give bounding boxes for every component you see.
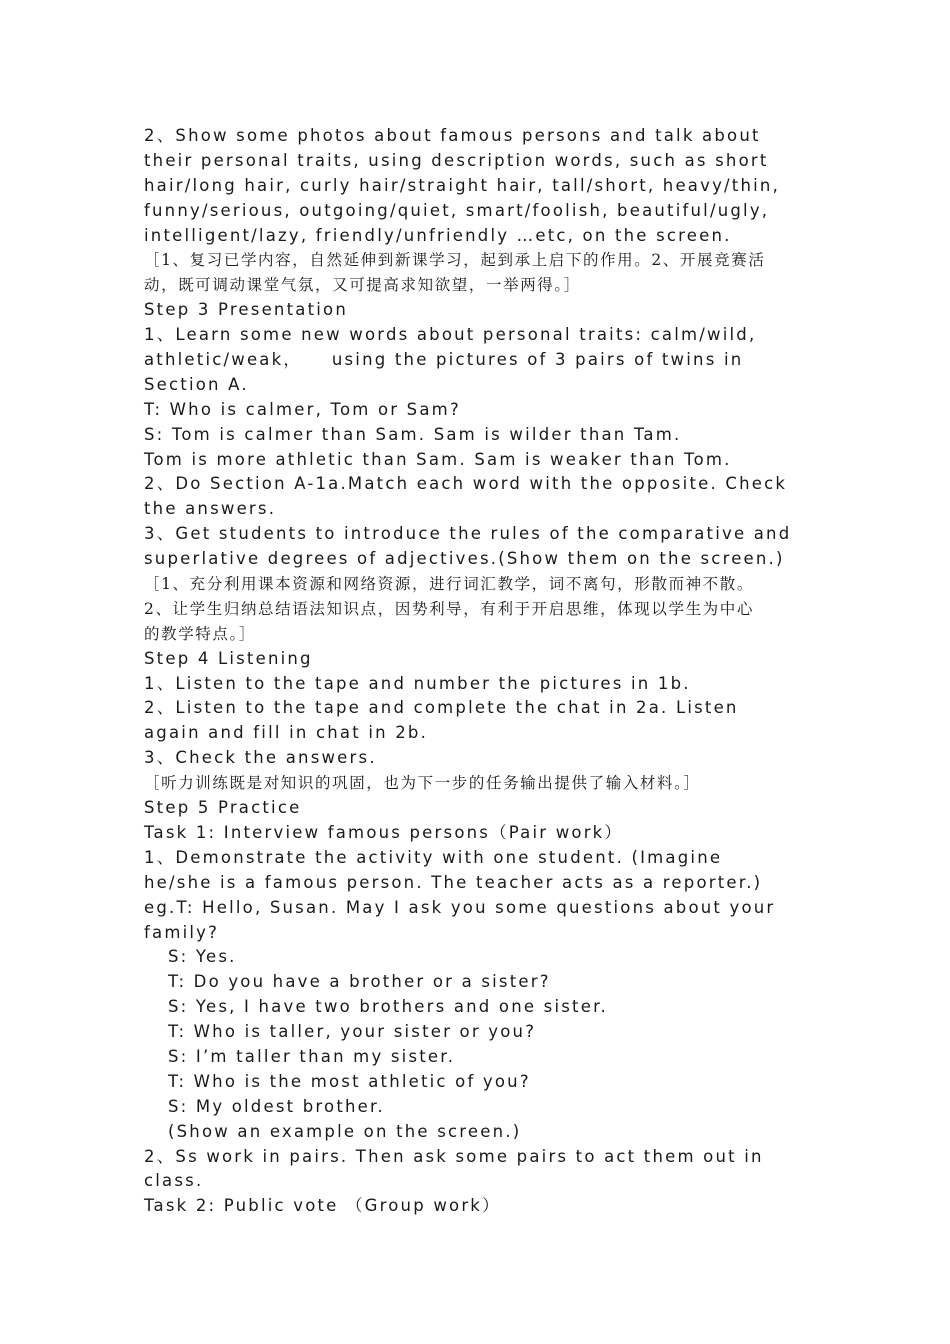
dialogue-line: T: Who is taller, your sister or you? (168, 1022, 537, 1042)
text-line: funny/serious, outgoing/quiet, smart/foolish, beautiful/ugly, (144, 200, 770, 220)
text-line: their personal traits, using description words, such as short (144, 150, 769, 170)
task-heading: Task 2: Public vote （Group work） (144, 1196, 501, 1216)
text-line: 1、Listen to the tape and number the pictures in 1b. (144, 673, 691, 693)
text-line: class. (144, 1171, 204, 1191)
text-line: family? (144, 922, 220, 942)
teaching-note-line: 的教学特点。］ (144, 624, 256, 643)
text-line: 3、Check the answers. (144, 748, 377, 768)
text-line: the answers. (144, 499, 277, 519)
text-line: (Show an example on the screen.) (168, 1121, 522, 1141)
teaching-note-line: 动，既可调动课堂气氛，又可提高求知欲望，一举两得。］ (144, 276, 581, 295)
text-line: he/she is a famous person. The teacher acts as a reporter.) (144, 872, 763, 892)
document-page (144, 124, 824, 1219)
dialogue-line: S: My oldest brother. (168, 1096, 385, 1116)
teaching-note-line: ［1、复习已学内容，自然延伸到新课学习，起到承上启下的作用。2、开展竞赛活 (144, 251, 766, 270)
teaching-note-line: 2、让学生归纳总结语法知识点，因势利导，有利于开启思维，体现以学生为中心 (144, 599, 754, 618)
text-line: 2、Ss work in pairs. Then ask some pairs to act them out in (144, 1146, 764, 1166)
text-line: Section A. (144, 374, 249, 394)
dialogue-line: S: I’m taller than my sister. (168, 1046, 456, 1066)
text-line: eg.T: Hello, Susan. May I ask you some questions about your (144, 897, 776, 917)
teaching-note-line: ［1、充分利用课本资源和网络资源，进行词汇教学，词不离句，形散而神不散。 (144, 575, 754, 594)
dialogue-line: T: Do you have a brother or a sister? (168, 972, 551, 992)
text-line: athletic/weak， using the pictures of 3 pairs of twins in (144, 350, 744, 370)
text-line: hair/long hair, curly hair/straight hair, tall/short, heavy/thin, (144, 175, 781, 195)
step-heading: Step 5 Practice (144, 798, 302, 818)
teaching-note-line: ［听力训练既是对知识的巩固，也为下一步的任务输出提供了输入材料。］ (144, 774, 701, 793)
dialogue-line: S: Yes, I have two brothers and one sister. (168, 997, 608, 1017)
text-line: 2、Do Section A-1a.Match each word with the opposite. Check (144, 474, 788, 494)
text-line: Tom is more athletic than Sam. Sam is weaker than Tom. (144, 449, 732, 469)
text-line: again and fill in chat in 2b. (144, 723, 429, 743)
text-line: 1、Demonstrate the activity with one student. (Imagine (144, 847, 723, 867)
step-heading: Step 3 Presentation (144, 300, 348, 320)
dialogue-line: S: Tom is calmer than Sam. Sam is wilder than Tam. (144, 424, 682, 444)
text-line: 1、Learn some new words about personal traits: calm/wild, (144, 325, 757, 345)
step-heading: Step 4 Listening (144, 648, 313, 668)
text-line: 3、Get students to introduce the rules of the comparative and (144, 524, 792, 544)
dialogue-line: T: Who is the most athletic of you? (168, 1071, 531, 1091)
text-line: 2、Show some photos about famous persons and talk about (144, 126, 761, 145)
dialogue-line: S: Yes. (168, 947, 237, 967)
task-heading: Task 1: Interview famous persons（Pair work） (144, 822, 624, 842)
text-line: intelligent/lazy, friendly/unfriendly …etc, on the screen. (144, 225, 732, 245)
dialogue-line: T: Who is calmer, Tom or Sam? (144, 399, 461, 419)
text-line: superlative degrees of adjectives.(Show them on the screen.) (144, 549, 785, 569)
text-line: 2、Listen to the tape and complete the chat in 2a. Listen (144, 698, 739, 718)
